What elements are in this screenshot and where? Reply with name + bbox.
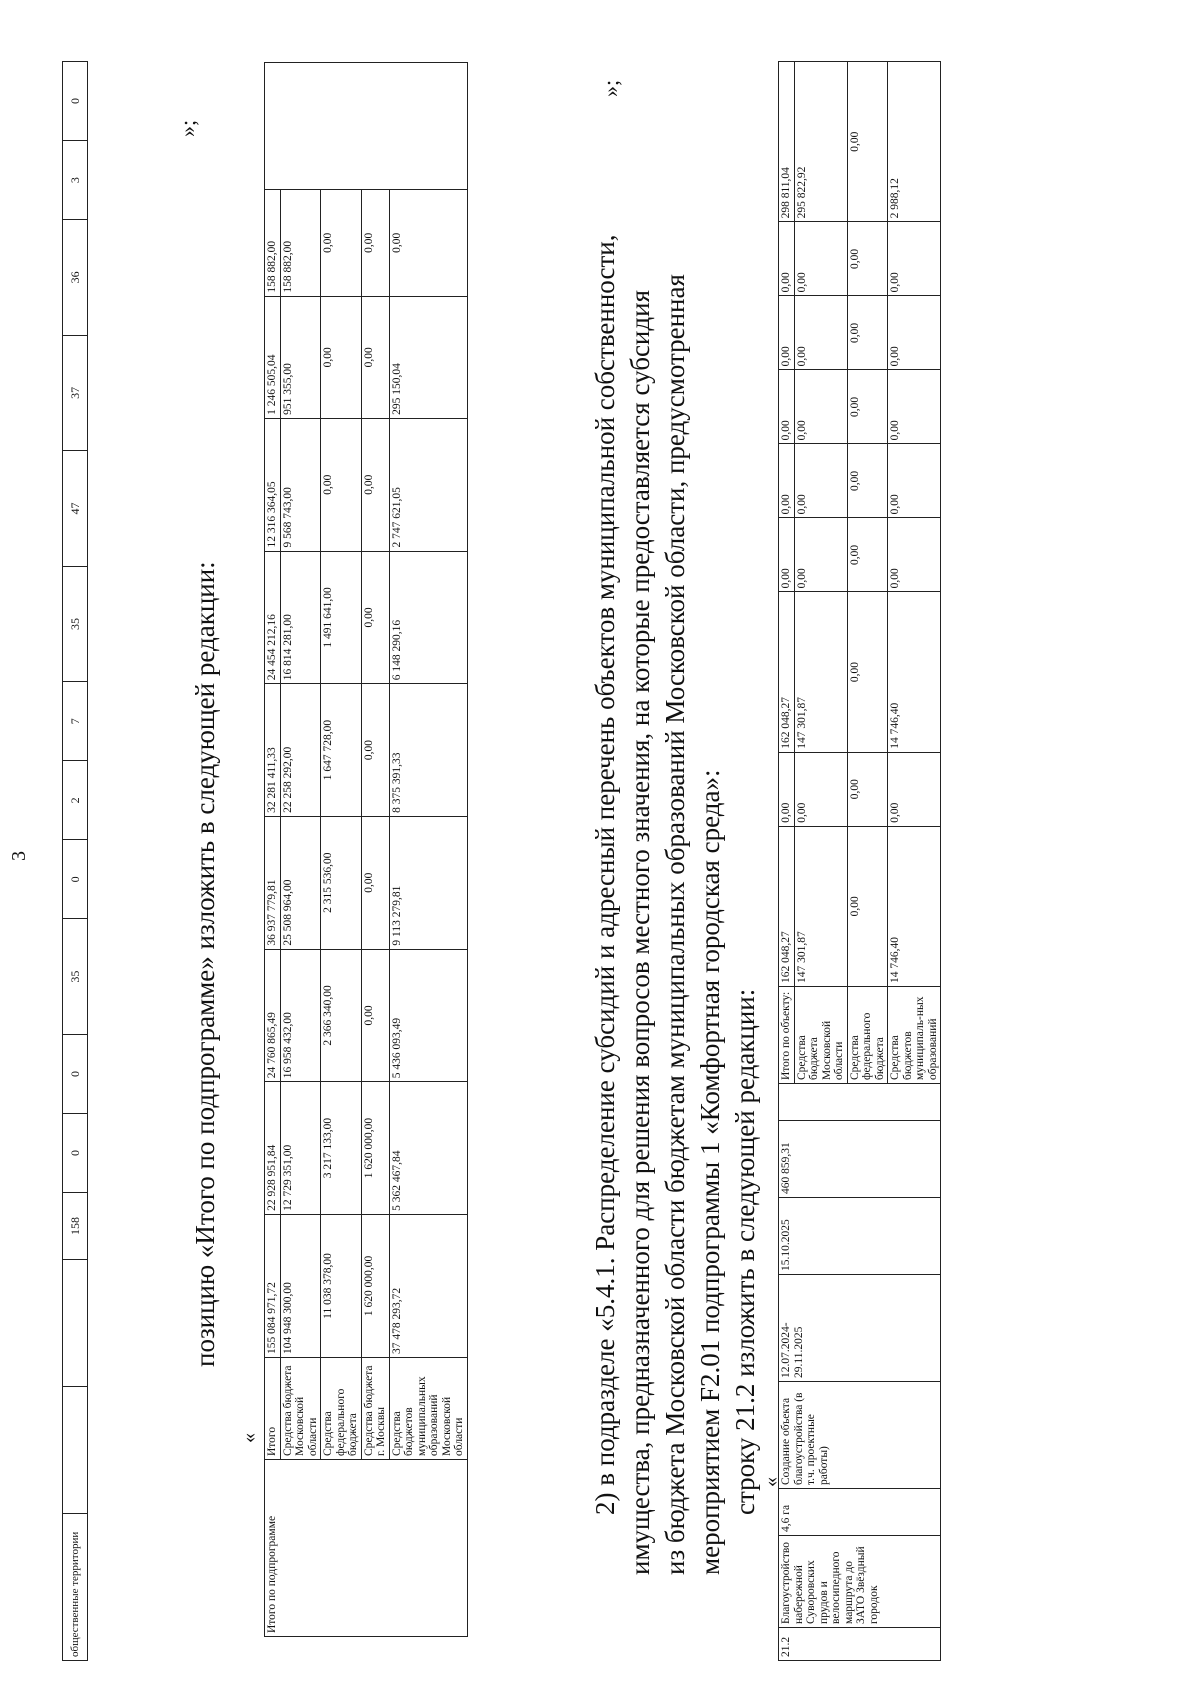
opening-quote: « <box>238 1433 260 1443</box>
row-label: Итого <box>265 1358 281 1460</box>
table-cell: 0 <box>63 62 88 141</box>
object-table <box>778 61 941 1661</box>
value-cell: 1 246 505,04 <box>265 296 281 418</box>
row-label: Средства бюджета г. Москвы <box>361 1358 389 1460</box>
row-label: Итого по объекту: <box>779 987 795 1084</box>
table-cell: 0 <box>63 1113 88 1192</box>
value-cell: 0,00 <box>847 444 888 518</box>
value-cell: 0,00 <box>847 518 888 592</box>
value-cell: 0,00 <box>361 949 389 1082</box>
value-cell: 1 647 728,00 <box>321 684 362 817</box>
value-cell: 5 362 467,84 <box>389 1082 467 1215</box>
closing-quote: »; <box>598 79 623 97</box>
paragraph-text: строку 21.2 изложить в следующей редакции: <box>730 988 760 1515</box>
value-cell: 0,00 <box>779 296 795 370</box>
value-cell: 14 746,40 <box>888 592 941 752</box>
object-cost: 460 859,31 <box>779 1121 941 1198</box>
table-cell: 47 <box>63 451 88 567</box>
work-type: Создание объекта благоустройства (в т.ч. проектные работы) <box>779 1382 941 1489</box>
value-cell: 295 150,04 <box>389 296 467 418</box>
value-cell: 0,00 <box>847 222 888 296</box>
value-cell: 951 355,00 <box>280 296 321 418</box>
value-cell: 2 366 340,00 <box>321 949 362 1082</box>
table-cell: 37 <box>63 335 88 451</box>
value-cell: 1 620 000,00 <box>361 1082 389 1215</box>
value-cell: 162 048,27 <box>779 592 795 752</box>
subprogram-label: Итого по подпрограмме <box>265 1460 468 1637</box>
table-cell <box>779 1084 941 1121</box>
value-cell: 22 928 951,84 <box>265 1082 281 1215</box>
value-cell: 0,00 <box>361 684 389 817</box>
table-row <box>389 63 467 1637</box>
amendment-paragraph <box>588 75 763 1575</box>
value-cell: 0,00 <box>361 418 389 551</box>
value-cell: 0,00 <box>888 222 941 296</box>
paragraph-line: из бюджета Московской области бюджетам муниципальных образований Московской области, предусмотренная <box>660 274 690 1575</box>
intro-text: позицию «Итого по подпрограмме» изложить в следующей редакции: <box>190 561 220 1367</box>
paragraph-line: имущества, предназначенного для решения вопросов местного значения, на которые предоставляется субсидия <box>625 290 655 1575</box>
value-cell: 298 811,04 <box>779 62 795 222</box>
paragraph-line <box>588 75 623 1575</box>
value-cell: 16 814 281,00 <box>280 551 321 684</box>
value-cell: 12 729 351,00 <box>280 1082 321 1215</box>
value-cell: 0,00 <box>779 518 795 592</box>
value-cell: 25 508 964,00 <box>280 816 321 949</box>
value-cell: 5 436 093,49 <box>389 949 467 1082</box>
value-cell: 9 568 743,00 <box>280 418 321 551</box>
table-cell: 3 <box>63 141 88 220</box>
work-period: 12.07.2024-29.11.2025 <box>779 1275 941 1382</box>
value-cell: 0,00 <box>847 370 888 444</box>
value-cell: 24 454 212,16 <box>265 551 281 684</box>
table-cell: 7 <box>63 682 88 761</box>
object-area: 4,6 га <box>779 1489 941 1536</box>
value-cell: 37 478 293,72 <box>389 1214 467 1357</box>
value-cell: 0,00 <box>847 826 888 986</box>
value-cell: 0,00 <box>779 444 795 518</box>
value-cell: 2 988,12 <box>888 62 941 222</box>
value-cell: 0,00 <box>361 551 389 684</box>
value-cell: 0,00 <box>321 190 362 297</box>
table-row <box>63 62 88 1661</box>
value-cell: 0,00 <box>794 296 847 370</box>
row-label: Средства федерального бюджета <box>847 987 888 1084</box>
opening-quote: « <box>760 1477 782 1487</box>
value-cell: 0,00 <box>847 62 888 222</box>
table-cell: 36 <box>63 220 88 336</box>
paragraph-line <box>728 75 763 1575</box>
value-cell: 3 217 133,00 <box>321 1082 362 1215</box>
value-cell: 0,00 <box>321 418 362 551</box>
table-cell <box>63 1260 88 1387</box>
value-cell: 1 491 641,00 <box>321 551 362 684</box>
table-cell: 0 <box>63 840 88 919</box>
value-cell: 0,00 <box>847 752 888 826</box>
table-cell <box>63 1387 88 1514</box>
paragraph-line: мероприятием F2.01 подпрограммы 1 «Комфортная городская среда»: <box>695 769 725 1575</box>
value-cell: 24 760 865,49 <box>265 949 281 1082</box>
value-cell: 16 958 432,00 <box>280 949 321 1082</box>
row-label: Средства бюджета Московской области <box>794 987 847 1084</box>
value-cell: 11 038 378,00 <box>321 1214 362 1357</box>
table-row <box>280 63 321 1637</box>
table-row <box>779 62 795 1661</box>
table-row <box>321 63 362 1637</box>
row-number: 21.2 <box>779 1628 941 1661</box>
value-cell: 14 746,40 <box>888 826 941 986</box>
value-cell: 158 882,00 <box>280 190 321 297</box>
table-row <box>361 63 389 1637</box>
value-cell: 0,00 <box>794 370 847 444</box>
object-name: Благоустройство набережной Суворовских прудов и велосипедного маршрута до ЗАТО Звёздный городок <box>779 1536 941 1628</box>
value-cell: 0,00 <box>888 370 941 444</box>
value-cell: 162 048,27 <box>779 826 795 986</box>
page-number: 3 <box>8 851 30 861</box>
value-cell: 155 084 971,72 <box>265 1214 281 1357</box>
row-label: Средства федерального бюджета <box>321 1358 362 1460</box>
value-cell: 0,00 <box>779 222 795 296</box>
value-cell: 12 316 364,05 <box>265 418 281 551</box>
value-cell: 158 882,00 <box>265 190 281 297</box>
value-cell: 0,00 <box>361 296 389 418</box>
paragraph-text: 2) в подразделе «5.4.1. Распределение субсидий и адресный перечень объектов муниципальной собственности, <box>590 234 620 1515</box>
value-cell: 295 822,92 <box>794 62 847 222</box>
value-cell: 1 620 000,00 <box>361 1214 389 1357</box>
value-cell: 0,00 <box>794 518 847 592</box>
value-cell: 0,00 <box>361 816 389 949</box>
territory-label: общественные территории <box>63 1514 88 1661</box>
table-row <box>265 63 281 1637</box>
value-cell: 147 301,87 <box>794 592 847 752</box>
value-cell: 32 281 411,33 <box>265 684 281 817</box>
table-cell: 35 <box>63 566 88 682</box>
row-label: Средства бюджетов муниципаль-ных образований <box>888 987 941 1084</box>
table-cell: 35 <box>63 919 88 1035</box>
value-cell: 9 113 279,81 <box>389 816 467 949</box>
value-cell: 2 747 621,05 <box>389 418 467 551</box>
value-cell: 147 301,87 <box>794 826 847 986</box>
value-cell: 0,00 <box>389 190 467 297</box>
value-cell: 0,00 <box>847 296 888 370</box>
value-cell: 36 937 779,81 <box>265 816 281 949</box>
subprogram-total-table <box>264 62 468 1637</box>
value-cell: 2 315 536,00 <box>321 816 362 949</box>
value-cell: 0,00 <box>794 444 847 518</box>
value-cell: 0,00 <box>888 296 941 370</box>
row-label: Средства бюджетов муниципальных образований Московской области <box>389 1358 467 1460</box>
value-cell: 22 258 292,00 <box>280 684 321 817</box>
top-table <box>62 61 88 1661</box>
table-cell: 0 <box>63 1034 88 1113</box>
value-cell: 8 375 391,33 <box>389 684 467 817</box>
closing-quote: »; <box>175 119 200 137</box>
value-cell: 6 148 290,16 <box>389 551 467 684</box>
table-cell <box>265 63 468 190</box>
value-cell: 0,00 <box>794 752 847 826</box>
value-cell: 0,00 <box>779 370 795 444</box>
value-cell: 0,00 <box>847 592 888 752</box>
value-cell: 0,00 <box>888 752 941 826</box>
value-cell: 0,00 <box>321 296 362 418</box>
value-cell: 0,00 <box>888 518 941 592</box>
row-label: Средства бюджета Московской области <box>280 1358 321 1460</box>
completion-date: 15.10.2025 <box>779 1198 941 1275</box>
value-cell: 0,00 <box>361 190 389 297</box>
table-cell: 158 <box>63 1193 88 1260</box>
value-cell: 0,00 <box>779 752 795 826</box>
value-cell: 0,00 <box>794 222 847 296</box>
value-cell: 104 948 300,00 <box>280 1214 321 1357</box>
table-cell: 2 <box>63 761 88 840</box>
value-cell: 0,00 <box>888 444 941 518</box>
